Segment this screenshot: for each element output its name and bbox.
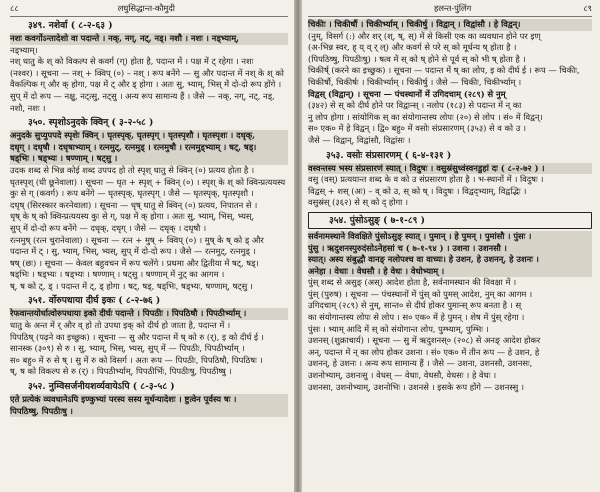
- commentary-line: सानस्क (३०९) से रु । सु, भ्याम्, भिस्, भ्यस्, सुप् में — पिपठीः, पिपठीर्भ्याम् ।: [10, 343, 245, 354]
- sutra-heading: ३५३. वसोः संप्रसारणम् ( ६-४-१३१ ): [326, 149, 452, 161]
- left-page-header: [10, 3, 288, 17]
- sutra-vritti-text: रेफवान्तयोर्धात्वोरुपधाया इको दीर्घः पदान्ते । पिपठीः । पिपठिषौ । पिपठीर्भ्याम् ।: [10, 308, 288, 320]
- sutra-vritti-text: दधृग् । दधृषौ । दधृषाभ्याम् । रत्नमुट्, रत्नमुड् । रत्नमुषौ । रत्नमुड्भ्याम् । षट्, षड्।: [10, 142, 288, 154]
- commentary-line: घृतस्पृश् (घी छूनेवाला) । सूचना — घृत + स्पृश् + क्विन् (०) । स्पृश् के श् को क्विन्प्रत्ययस्य: [10, 176, 286, 187]
- commentary-lead-line: विद्वस् (विद्वान्) । सूचना — पंचस्थानों में उगिदचाम् (२८९) से नुम्: [308, 88, 506, 99]
- commentary-line: वसुस्रंस् (३६२) से स् को द् होगा ।: [308, 197, 409, 208]
- sutra-vritti-text: नशः कवर्गोऽन्तादेशो वा पदान्ते । नक्, नग्, नट्, नड्। नशौ । नशः । नड्भ्याम्,: [10, 33, 288, 45]
- commentary-line: (३४२) से स् को दीर्घ होने पर विद्वान्स् । नलोप (१८३) से पदान्त में न् का: [308, 100, 522, 111]
- right-page-header: [308, 3, 592, 17]
- commentary-line: नशौ, नशः ।: [10, 102, 46, 113]
- right-running-title: हलन्त-पुंलिंग: [434, 3, 472, 13]
- sutra-vritti-text: एते प्रत्येकं व्यवधानेऽपि इण्कुभ्यां परस्य सस्य मूर्धन्यादेशः । ष्टुत्वेन पूर्वस्य षः ।: [10, 394, 288, 406]
- sutra-vritti-text: चिकीः । चिकीर्षौ । चिकीर्भ्याम् । चिकीर्षु । विद्वान् । विद्वांसौ । हे विद्वन्।: [308, 19, 592, 31]
- commentary-line: उशनसा, उशनोभ्याम्, उशनोभिः । उशनसे । इसके रूप होंगे — उशनस्सु ।: [308, 381, 525, 392]
- left-page: [0, 0, 296, 492]
- commentary-line: सुप् में दो-दो रूप बनेंगे — दधृक्, दधृग् । जैसे — दधृक् । दधृषौ ।: [10, 222, 207, 233]
- commentary-line: पुंस् (पुरुष) । सूचना — पंचस्थानों में पुंस् को पुमस् आदेश, नुम् का आगम ।: [308, 288, 533, 299]
- right-page-body: [308, 19, 592, 393]
- commentary-line: धातु के अन्त में र् और व् हो तो उपधा इक् को दीर्घ हो जाता है, पदान्त में ।: [10, 320, 231, 331]
- commentary-line: षष् (छः) । सूचना — केवल बहुवचन में रूप चलेंगे । प्रथमा और द्वितीया में षट्, षड्।: [10, 257, 259, 268]
- sutra-vritti-text: अनेहा । वेधाः । वेधसौ । हे वेधः । वेधोभ्याम् ।: [308, 266, 592, 278]
- sutra-vritti-text: वस्वन्तस्य भस्य संप्रसारणं स्यात् । विदुषः । वसुस्रंसुध्वंस्वनडुहां दः ( ८-२-७२ ) ।: [308, 163, 592, 175]
- commentary-line: (अ-भिन्न स्वर, ह् य् व् र् ल्) और कवर्ग से परे स् को मूर्धन्य ष् होता है ।: [308, 42, 517, 53]
- commentary-line: धृष् के ष् को क्विन्प्रत्ययस्य कुः से ग्, पक्ष में क् होगा । अतः सु, भ्याम्, भिस्, भ्यस्,: [10, 211, 255, 222]
- sutra-vritti-text: सर्वनामस्थाने विवक्षिते पुंसोऽसुङ् स्यात् । पुमान् । हे पुमन् । पुमांसौ । पुंसः ।: [308, 231, 592, 243]
- commentary-line: उगिदचाम् (२८९) से नुम्, सान्त० से दीर्घ होकर पुमान्स् रूप बनता है । स्: [308, 300, 522, 311]
- commentary-line: पुंस् शब्द से असुङ् (अस्) आदेश होता है, सर्वनामस्थान की विवक्षा में ।: [308, 277, 517, 288]
- sutra-heading: ३४९. नशेर्वा ( ८-२-६३ ): [28, 20, 113, 31]
- left-page-number: ८८: [10, 3, 19, 13]
- commentary-line: सुप् में दो रूप — नक्षु, नट्त्सु, नट्सु । अन्य रूप सामान्य हैं । जैसे — नक्, नग्, नट्, नड्,: [10, 90, 275, 101]
- commentary-line: (नश्वर) । सूचना — नश् + क्विप् (०) – नश् । रूप बनेंगे — सु और पदान्त में नश् के श् को: [10, 67, 284, 78]
- commentary-line: जैसे — विद्वान्, विद्वांसौ, विद्वांसः ।: [308, 134, 411, 145]
- left-page-body: [10, 19, 288, 417]
- commentary-line: उशनस् (शुक्राचार्य) । सूचना — सु में ऋदुशनस्० (२०८) से अनङ् आदेश होकर: [308, 335, 541, 346]
- sutra-vritti-text: षड्भिः । षड्भ्यः । षण्णाम् । षट्सु ।: [10, 153, 288, 165]
- commentary-line: नु लोप होगा । सांयोगिक स् का संयोगान्तस्य लोपः (२०) से लोप । सं० में विद्वन्।: [308, 111, 543, 122]
- sutra-vritti-text: अनुदके सुप्युपपदे स्पृशेः क्विन् । घृतस्पृक्, घृतस्पृग् । घृतस्पृशौ । घृतस्पृशः । दधृक्,: [10, 130, 288, 142]
- commentary-line: पिपठिष् (पढ़ने का इच्छुक) । सूचना — सु और पदान्त में ष् को रु (र्), इ को दीर्घ ई ।: [10, 331, 264, 342]
- commentary-line: कुः से ग् (कवर्ग) । रूप बनेंगे — घृतस्पृक्, घृतस्पृग् । जैसे — घृतस्पृक्, घृतस्पृशौ ।: [10, 188, 254, 199]
- commentary-line: नश् धातु के श् को विकल्प से कवर्ग (ग्) होता है, पदान्त में । पक्ष में ट् रहेगा । नशः: [10, 56, 254, 67]
- sutra-heading: ३५१. र्वोरुपधाया दीर्घ इकः ( ८-२-७६ ): [28, 295, 161, 307]
- commentary-line: वैकल्पिक ग् और क् होगा, पक्ष में ट् और ड् होगा । अतः सु, भ्याम्, भिस् में दो-दो रूप होंगे ।: [10, 79, 282, 90]
- sutra-vritti-text: पिपठिष्षु, पिपठीःषु ।: [10, 406, 288, 418]
- commentary-line: स० एक० में हे विद्वन् । द्वि० बहु० में वसोः संप्रसारणम् (३५३) से व को उ ।: [308, 123, 527, 134]
- commentary-line: ष्, ष को ट्, ड् । पदान्त में ट्, ड् होगा । षट्, षड्, षड्भिः, षड्भ्यः, षण्णाम्, षट्सु ।: [10, 280, 253, 291]
- commentary-line: अन्, पदान्त में न् का लोप होकर उशना । सं० एक० में तीन रूप — हे उशन, हे: [308, 346, 540, 357]
- commentary-line: उदक शब्द से भिन्न कोई शब्द उपपद हो तो स्पृश् धातु से क्विन् (०) प्रत्यय होता है ।: [10, 164, 255, 175]
- commentary-line: विद्वस् + शस् (अः) – व् को उ, स् को ष् । विदुषः । विद्वद्भ्याम्, विद्वद्भिः ।: [308, 185, 527, 196]
- commentary-line: षड्भिः । षड्भ्यः । षड्भ्यः । षण्णाम् । षट्सु । षण्णाम् में नुट् का आगम ।: [10, 269, 225, 280]
- commentary-line: उशनोभ्याम्, उशनःसु । वेधस् — वेधाः, वेधसौ, वेधसः । हे वेधः ।: [308, 370, 497, 381]
- commentary-line: पदान्त में ट् । सु, भ्याम्, भिस्, भ्यस्, सुप् में दो-दो रूप । जैसे — रत्नमुट्, रत्नमुड् ।: [10, 246, 256, 257]
- commentary-line: चिकीर्ष् (करने का इच्छुक) । सूचना — पदान्त में ष् का लोप, इ को दीर्घ ई । रूप — चिकीः,: [308, 65, 580, 76]
- sutra-vritti-text: पुंसु । ऋदुशनस्पुरुदंसोऽनेहसां च ( ७-१-९४ ) । उशना । उशनसौ ।: [308, 243, 592, 255]
- right-page-number: ८९: [583, 3, 592, 13]
- commentary-line: नड्भ्याम्।: [10, 44, 38, 55]
- commentary-line: स० बहु० में रु से ष् । सु में रु को विसर्ग । अतः रूप — पिपठीः, पिपठिषौ, पिपठिषः ।: [10, 354, 263, 365]
- commentary-line: रत्नमुष् (रत्न चुरानेवाला) । सूचना — रत्न + मुष् + क्विप् (०) । मुष् के ष् को ड् और: [10, 234, 264, 245]
- sutra-vritti-text: स्यात्। अस्य संबुद्धौ वानङ् नलोपश्च वा वाच्यः। हे उशन, हे उशनन्, हे उशनः ।: [308, 254, 592, 266]
- commentary-line: पुंसः । भ्याम् आदि में स् को संयोगान्त लोप, पुम्भ्याम्, पुम्भिः ।: [308, 323, 489, 334]
- commentary-line: का संयोगान्तस्य लोपः से लोप । स० एक० में हे पुमन् । शेष में पुंस् रहेगा ।: [308, 312, 525, 323]
- commentary-line: (पिपठिष्षु, पिपठीःषु) । षत्व में स् को ष् होने से पूर्व स् को भी ष् होता है ।: [308, 53, 526, 64]
- commentary-line: (नुम्, विसर्ग (:) और शर् (श्, ष्, स्) में से किसी एक का व्यवधान होने पर इण्: [308, 30, 541, 41]
- commentary-line: ष्, ष को विकल्प से रु (र्) । पिपठीर्भ्याम्, पिपठीर्भिः, पिपठीःषु, पिपठीष्षु ।: [10, 366, 232, 377]
- sutra-heading: ३५०. स्पृशोऽनुदके क्विन् ( ३-२-५८ ): [28, 117, 154, 129]
- sutra-heading: ३५४. पुंसोऽसुङ् ( ७-१-८९ ): [308, 212, 592, 229]
- commentary-line: वसु (वस्) प्रत्ययान्त शब्द के व को उ संप्रसारण होता है । भ-स्थानों में । विदुषः ।: [308, 174, 544, 185]
- left-running-title: लघुसिद्धान्त-कौमुदी: [117, 3, 175, 13]
- sutra-heading: ३५२. नुम्विसर्जनीयशर्व्यवायेऽपि ( ८-३-५८ ): [28, 381, 175, 393]
- commentary-line: चिकीर्षौ, चिकीर्षः । चिकीर्भ्याम् । चिकीर्षु । जैसे — चिकीः, चिकीर्भ्याम् ।: [308, 76, 522, 87]
- right-page: [298, 0, 600, 492]
- commentary-line: उशनन्, हे उशनः । अन्य रूप सामान्य हैं । जैसे — उशना, उशनसौ, उशनसः,: [308, 358, 533, 369]
- book-gutter: [294, 0, 302, 492]
- commentary-line: दधृष् (सिरस्कार करनेवाला) । सूचना — धृष् धातु से क्विन् (०) प्रत्यय, निपातन से ।: [10, 199, 258, 210]
